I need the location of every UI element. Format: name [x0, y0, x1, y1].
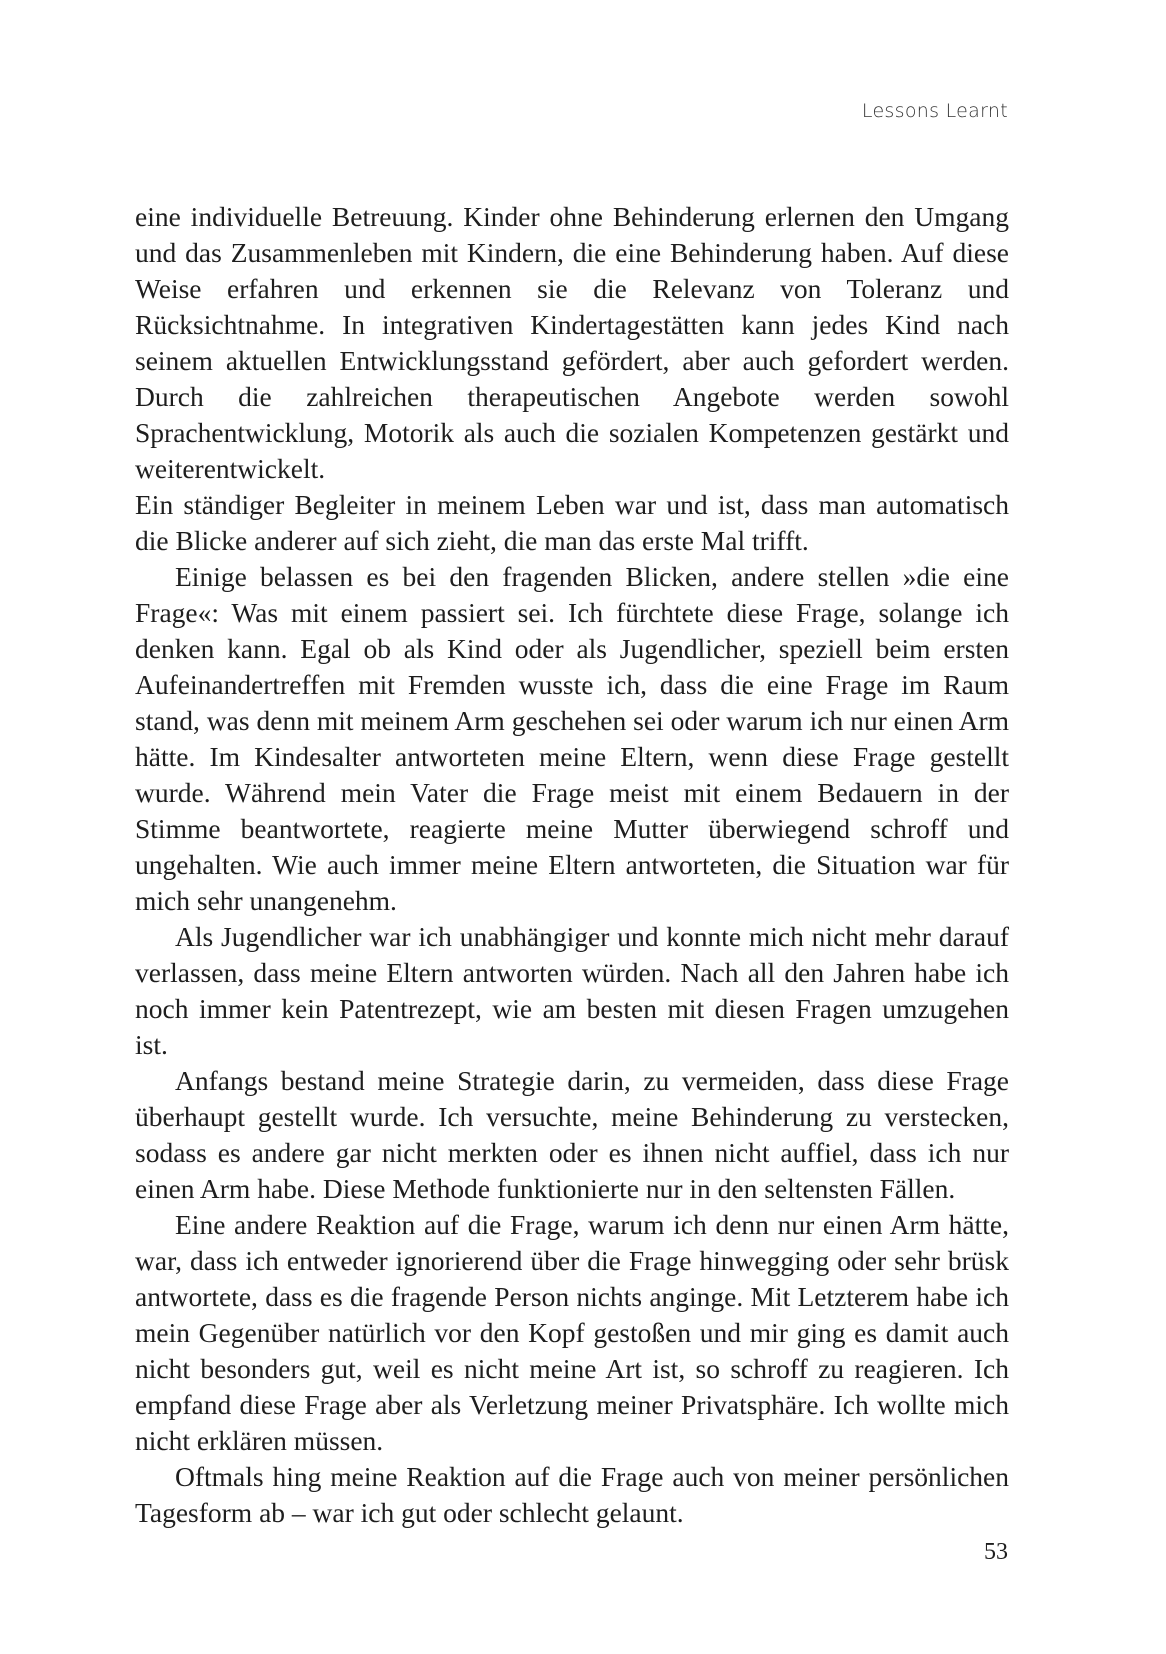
body-section-1 [135, 199, 1009, 487]
paragraph: Anfangs bestand meine Strategie darin, zu vermeiden, dass diese Frage überhaupt gestellt wurde. Ich versuchte, meine Behinderung zu verstecken, sodass es andere gar nicht merkten oder es ihnen nicht auffiel, dass ich nur einen Arm habe. Diese Methode funktionierte nur in den seltensten Fällen. [135, 1065, 1009, 1204]
paragraph: eine individuelle Betreuung. Kinder ohne Behinderung erlernen den Umgang und das Zusammenleben mit Kindern, die eine Behinderung haben. Auf diese Weise erfahren und erkennen sie die Relevanz von Toleranz und Rücksichtnahme. In integrativen Kindertagestätten kann jedes Kind nach seinem aktuellen Entwicklungsstand gefördert, aber auch gefordert werden. Durch die zahlreichen therapeutischen Angebote werden sowohl Sprachentwicklung, Motorik als auch die sozialen Kompetenzen gestärkt und weiterentwickelt. [135, 201, 1009, 484]
running-head: Lessons Learnt [861, 100, 1008, 122]
paragraph: Oftmals hing meine Reaktion auf die Frage auch von meiner persönlichen Tagesform ab – war ich gut oder schlecht gelaunt. [135, 1461, 1009, 1528]
paragraph: Einige belassen es bei den fragenden Blicken, andere stellen »die eine Frage«: Was mit einem passiert sei. Ich fürchtete diese Frage, solange ich denken kann. Egal ob als Kind oder als Jugendlicher, speziell beim ersten Aufeinandertreffen mit Fremden wusste ich, dass die eine Frage im Raum stand, was denn mit meinem Arm geschehen sei oder warum ich nur einen Arm hätte. Im Kindesalter antworteten meine Eltern, wenn diese Frage gestellt wurde. Während mein Vater die Frage meist mit einem Bedauern in der Stimme beantwortete, reagierte meine Mutter überwiegend schroff und ungehalten. Wie auch immer meine Eltern antworteten, die Situation war für mich sehr unangenehm. [135, 561, 1009, 916]
paragraph: Eine andere Reaktion auf die Frage, warum ich denn nur einen Arm hätte, war, dass ich entweder ignorierend über die Frage hinwegging oder sehr brüsk antwortete, dass es die fragende Person nichts anginge. Mit Letzterem habe ich mein Gegenüber natürlich vor den Kopf gestoßen und mir ging es damit auch nicht besonders gut, weil es nicht meine Art ist, so schroff zu reagieren. Ich empfand diese Frage aber als Verletzung meiner Privatsphäre. Ich wollte mich nicht erklären müssen. [135, 1209, 1009, 1456]
paragraph: Ein ständiger Begleiter in meinem Leben war und ist, dass man automatisch die Blicke anderer auf sich zieht, die man das erste Mal trifft. [135, 489, 1009, 556]
page-number: 53 [984, 1539, 1008, 1565]
paragraph: Als Jugendlicher war ich unabhängiger und konnte mich nicht mehr darauf verlassen, dass meine Eltern antworten würden. Nach all den Jahren habe ich noch immer kein Patentrezept, wie am besten mit diesen Fragen umzugehen ist. [135, 921, 1009, 1060]
body-section-2 [135, 487, 1009, 1531]
